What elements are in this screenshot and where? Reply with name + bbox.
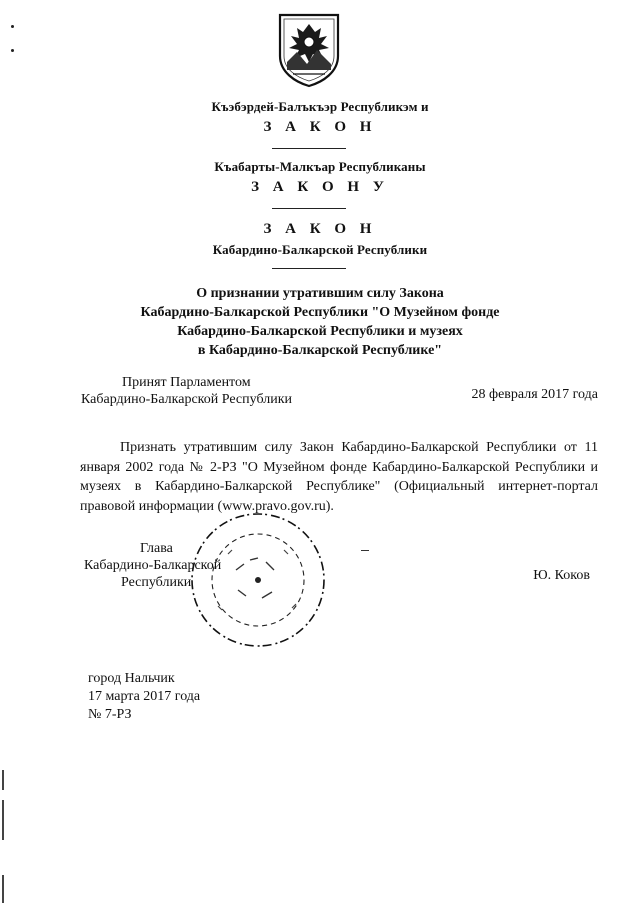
margin-scan-mark <box>2 770 4 790</box>
signatory-name: Ю. Коков <box>533 568 590 583</box>
adoption-line-1: Принят Парламентом <box>122 375 251 390</box>
margin-dot <box>11 25 14 28</box>
footer-date: 17 марта 2017 года <box>88 689 201 704</box>
russian-law-title: З А К О Н <box>263 221 377 237</box>
law-title <box>0 284 640 360</box>
law-title-line: Кабардино-Балкарской Республики и музеях <box>177 324 463 339</box>
balkar-law-title: З А К О Н У <box>251 179 389 195</box>
footer-city: город Нальчик <box>88 671 175 686</box>
header-divider <box>272 208 346 209</box>
adoption-date: 28 февраля 2017 года <box>471 387 598 402</box>
signature-dash <box>361 550 369 551</box>
footer-number: № 7-РЗ <box>88 707 132 722</box>
margin-scan-mark <box>2 875 4 903</box>
law-title-line: Кабардино-Балкарской Республики "О Музейном фонде <box>140 305 500 320</box>
balkar-republic-line: Къабарты-Малкъар Республиканы <box>214 159 426 174</box>
margin-dot <box>11 49 14 52</box>
header-divider <box>272 148 346 149</box>
kabardian-republic-line: Къэбэрдей-Балъкъэр Республикэм и <box>211 99 429 114</box>
russian-republic-line: Кабардино-Балкарской Республики <box>212 242 428 257</box>
kabardian-law-title: З А К О Н <box>263 119 377 135</box>
adoption-line-2: Кабардино-Балкарской Республики <box>81 392 292 407</box>
coat-of-arms-icon <box>277 12 341 88</box>
signature-title-line-3: Республики <box>121 575 192 590</box>
signature-title-line-1: Глава <box>140 541 173 556</box>
law-title-line: О признании утратившим силу Закона <box>196 286 444 301</box>
official-seal-stamp <box>188 510 328 650</box>
margin-scan-mark <box>2 800 4 840</box>
law-title-line: в Кабардино-Балкарской Республике" <box>197 343 443 358</box>
body-paragraph: Признать утратившим силу Закон Кабардино-Балкарской Республики от 11 января 2002 года № 2-РЗ "О Музейном фонде Кабардино-Балкарской Республики и музеях в Кабардино-Балкарской Республике" (Официальный интернет-портал правовой информации (www.pravo.gov.ru). <box>80 440 598 514</box>
signature-title-line-2: Кабардино-Балкарской <box>84 558 222 573</box>
header-divider <box>272 268 346 269</box>
